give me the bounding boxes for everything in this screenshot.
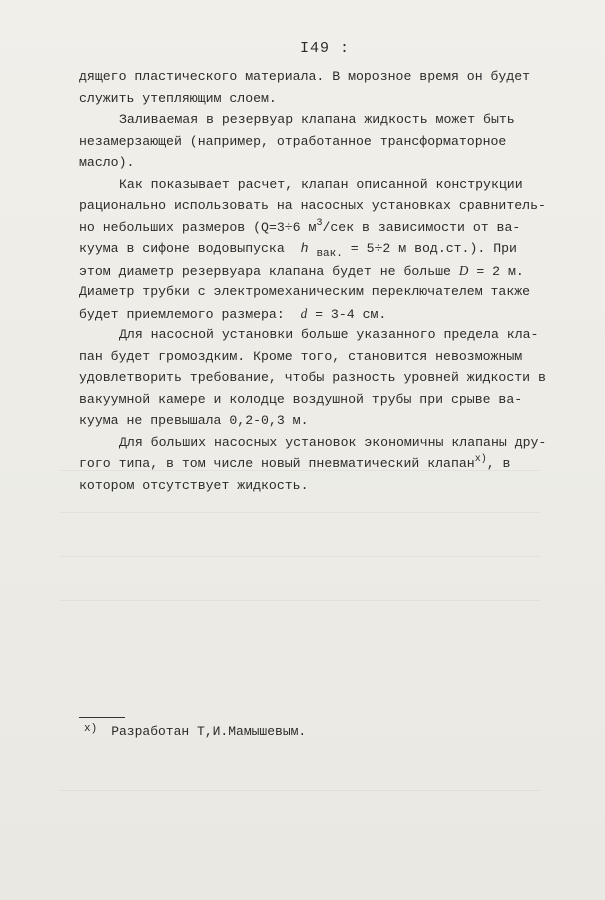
text-line: вакуумной камере и колодце воздушной трубы при срыве ва-	[79, 391, 523, 407]
formula-h-symbol: h	[300, 241, 309, 256]
text-line: котором отсутствует жидкость.	[79, 477, 309, 493]
text-line: масло).	[79, 155, 135, 170]
text-line: служить утепляющим слоем.	[79, 90, 277, 106]
text-line	[79, 217, 554, 239]
text-fragment: куума в сифоне водовыпуска	[79, 241, 285, 256]
footnote-text: Разработан Т,И.Мамышевым.	[111, 724, 307, 739]
text-line	[79, 238, 554, 260]
bleed-through-mark	[60, 790, 540, 791]
formula-D-value: = 2 м.	[476, 263, 524, 279]
bleed-through-mark	[60, 512, 540, 513]
formula-q: Q=3÷6 м	[261, 219, 317, 235]
text-fragment: /сек в зависимости от ва-	[322, 219, 521, 235]
text-line: дящего пластического материала. В морозное время он будет	[79, 69, 531, 84]
text-line: куума не превышала 0,2-0,3 м.	[79, 413, 309, 428]
text-line: пан будет громоздким. Кроме того, становится невозможным	[79, 348, 523, 364]
text-line: Заливаемая в резервуар клапана жидкость может быть	[119, 112, 515, 127]
text-line	[79, 303, 554, 325]
text-fragment: но небольших размеров (	[79, 219, 262, 235]
text-fragment: , в	[486, 456, 511, 471]
formula-q-exponent: 3	[316, 217, 323, 229]
text-line: удовлетворить требование, чтобы разность уровней жидкости в	[79, 370, 546, 385]
formula-h-subscript: вак.	[316, 248, 343, 260]
formula-D-symbol: D	[458, 262, 469, 278]
text-line	[79, 260, 554, 282]
text-fragment: будет приемлемого размера:	[79, 306, 285, 322]
text-line: Как показывает расчет, клапан описанной конструкции	[119, 176, 523, 192]
text-line: Диаметр трубки с электромеханическим переключателем также	[79, 284, 531, 299]
formula-h-value: = 5÷2 м вод.ст.). При	[350, 241, 517, 256]
formula-d-value: = 3-4 см.	[315, 306, 387, 322]
page-number: I49 :	[300, 40, 351, 57]
bleed-through-mark	[60, 470, 540, 471]
text-line: рационально использовать на насосных установках сравнитель-	[79, 198, 546, 213]
bleed-through-mark	[60, 600, 540, 601]
text-line: незамерзающей (например, отработанное трансформаторное	[79, 133, 507, 149]
footnote-divider	[79, 717, 125, 718]
footnote	[84, 724, 306, 739]
text-fragment: этом диаметр резервуара клапана будет не больше	[79, 263, 451, 279]
footnote-reference: x)	[474, 454, 487, 465]
formula-d-symbol: d	[300, 305, 308, 321]
text-line	[79, 453, 554, 475]
text-fragment: гого типа, в том числе новый пневматический клапан	[79, 456, 475, 471]
bleed-through-mark	[60, 556, 540, 557]
footnote-mark: x)	[84, 723, 98, 735]
text-line: Для больших насосных установок экономичны клапаны дру-	[119, 434, 547, 450]
text-line: Для насосной установки больше указанного предела кла-	[119, 327, 539, 342]
body-text	[79, 66, 554, 496]
